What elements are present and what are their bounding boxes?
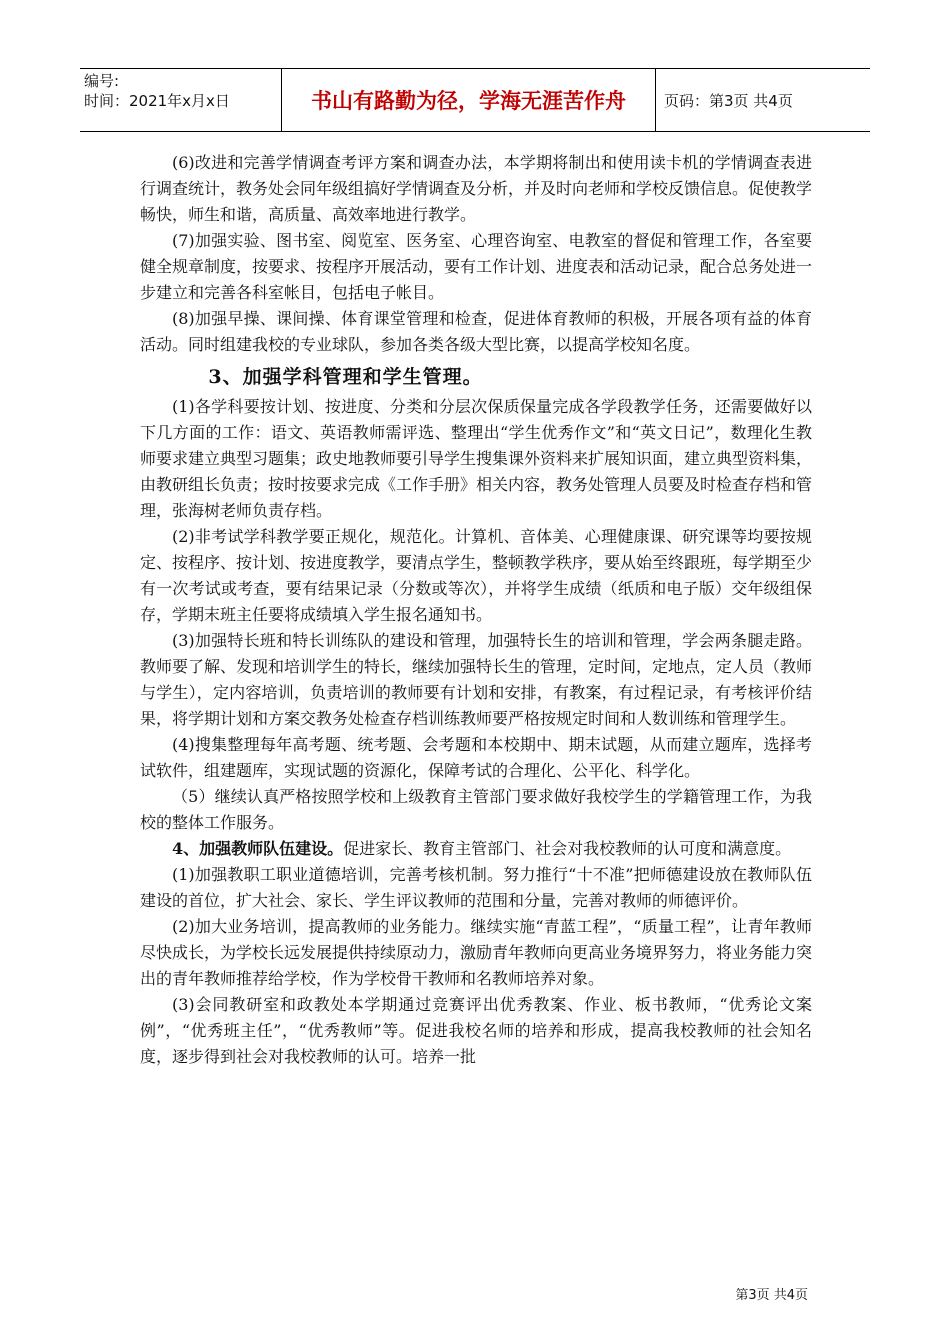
section-4-heading: 4、加强教师队伍建设。	[172, 839, 344, 858]
page-footer: 第3页 共4页	[735, 1288, 808, 1303]
paragraph-8: (8)加强早操、课间操、体育课堂管理和检查，促进体育教师的积极，开展各项有益的体育活动。同时组建我校的专业球队，参加各类各级大型比赛，以提高学校知名度。	[140, 309, 812, 354]
section-4-item-3: (3)会同教研室和政教处本学期通过竞赛评出优秀教案、作业、板书教师，“优秀论文案例”，“优秀班主任”，“优秀教师”等。促进我校名师的培养和形成，提高我校教师的社会知名度，逐步得到社会对我校教师的认可。培养一批	[140, 995, 812, 1066]
page-header	[80, 68, 870, 132]
section-4-item-1: (1)加强教职工职业道德培训，完善考核机制。努力推行“十不准”把师德建设放在教师队伍建设的首位，扩大社会、家长、学生评议教师的范围和分量，完善对教师的师德评价。	[140, 865, 812, 910]
section-3-item-5: （5）继续认真严格按照学校和上级教育主管部门要求做好我校学生的学籍管理工作，为我校的整体工作服务。	[140, 787, 812, 832]
section-3-item-1: (1)各学科要按计划、按进度、分类和分层次保质保量完成各学段教学任务，还需要做好以下几方面的工作：语文、英语教师需评选、整理出“学生优秀作文”和“英文日记”，数理化生教师要求建立典型习题集；政史地教师要引导学生搜集课外资料来扩展知识面，建立典型资料集，由教研组长负责；按时按要求完成《工作手册》相关内容，教务处管理人员要及时检查存档和管理，张海树老师负责存档。	[140, 397, 813, 520]
section-3-heading: 3、加强学科管理和学生管理。	[208, 366, 483, 388]
section-4-item-2: (2)加大业务培训，提高教师的业务能力。继续实施“青蓝工程”，“质量工程”，让青年教师尽快成长，为学校长远发展提供持续原动力，激励青年教师向更高业务境界努力，将业务能力突出的青年教师推荐给学校，作为学校骨干教师和名教师培养对象。	[140, 917, 813, 988]
paragraph-7: (7)加强实验、图书室、阅览室、医务室、心理咨询室、电教室的督促和管理工作，各室要健全规章制度，按要求、按程序开展活动，要有工作计划、进度表和活动记录，配合总务处进一步建立和完善各科室帐目，包括电子帐目。	[140, 231, 813, 302]
document-number-label: 编号:	[84, 72, 120, 90]
section-3-item-3: (3)加强特长班和特长训练队的建设和管理，加强特长生的培训和管理，学会两条腿走路。教师要了解、发现和培训学生的特长，继续加强特长生的管理，定时间，定地点，定人员（教师与学生），定内容培训，负责培训的教师要有计划和安排，有教案，有过程记录，有考核评价结果，将学期计划和方案交教务处检查存档训练教师要严格按规定时间和人数训练和管理学生。	[140, 631, 813, 728]
document-body	[140, 150, 812, 1070]
section-4-intro-text: 促进家长、教育主管部门、社会对我校教师的认可度和满意度。	[343, 839, 792, 858]
header-meta	[80, 69, 282, 131]
paragraph-6: (6)改进和完善学情调查考评方案和调查办法，本学期将制出和使用读卡机的学情调查表进行调查统计，教务处会同年级组搞好学情调查及分析，并及时向老师和学校反馈信息。促使教学畅快，师生和谐，高质量、高效率地进行教学。	[140, 153, 813, 224]
section-4-intro	[140, 836, 812, 862]
document-date: 时间：2021年x月x日	[84, 92, 230, 110]
header-page-info: 页码：第3页 共4页	[664, 91, 793, 110]
section-3-item-2: (2)非考试学科教学要正规化，规范化。计算机、音体美、心理健康课、研究课等均要按规定、按程序、按计划、按进度教学，要清点学生，整顿教学秩序，要从始至终跟班，每学期至少有一次考试或考查，要有结果记录（分数或等次），并将学生成绩（纸质和电子版）交年级组保存，学期末班主任要将成绩填入学生报名通知书。	[140, 527, 813, 624]
section-3-item-4: (4)搜集整理每年高考题、统考题、会考题和本校期中、期末试题，从而建立题库，选择考试软件，组建题库，实现试题的资源化，保障考试的合理化、公平化、科学化。	[140, 735, 812, 780]
header-motto: 书山有路勤为径，学海无涯苦作舟	[282, 69, 656, 131]
